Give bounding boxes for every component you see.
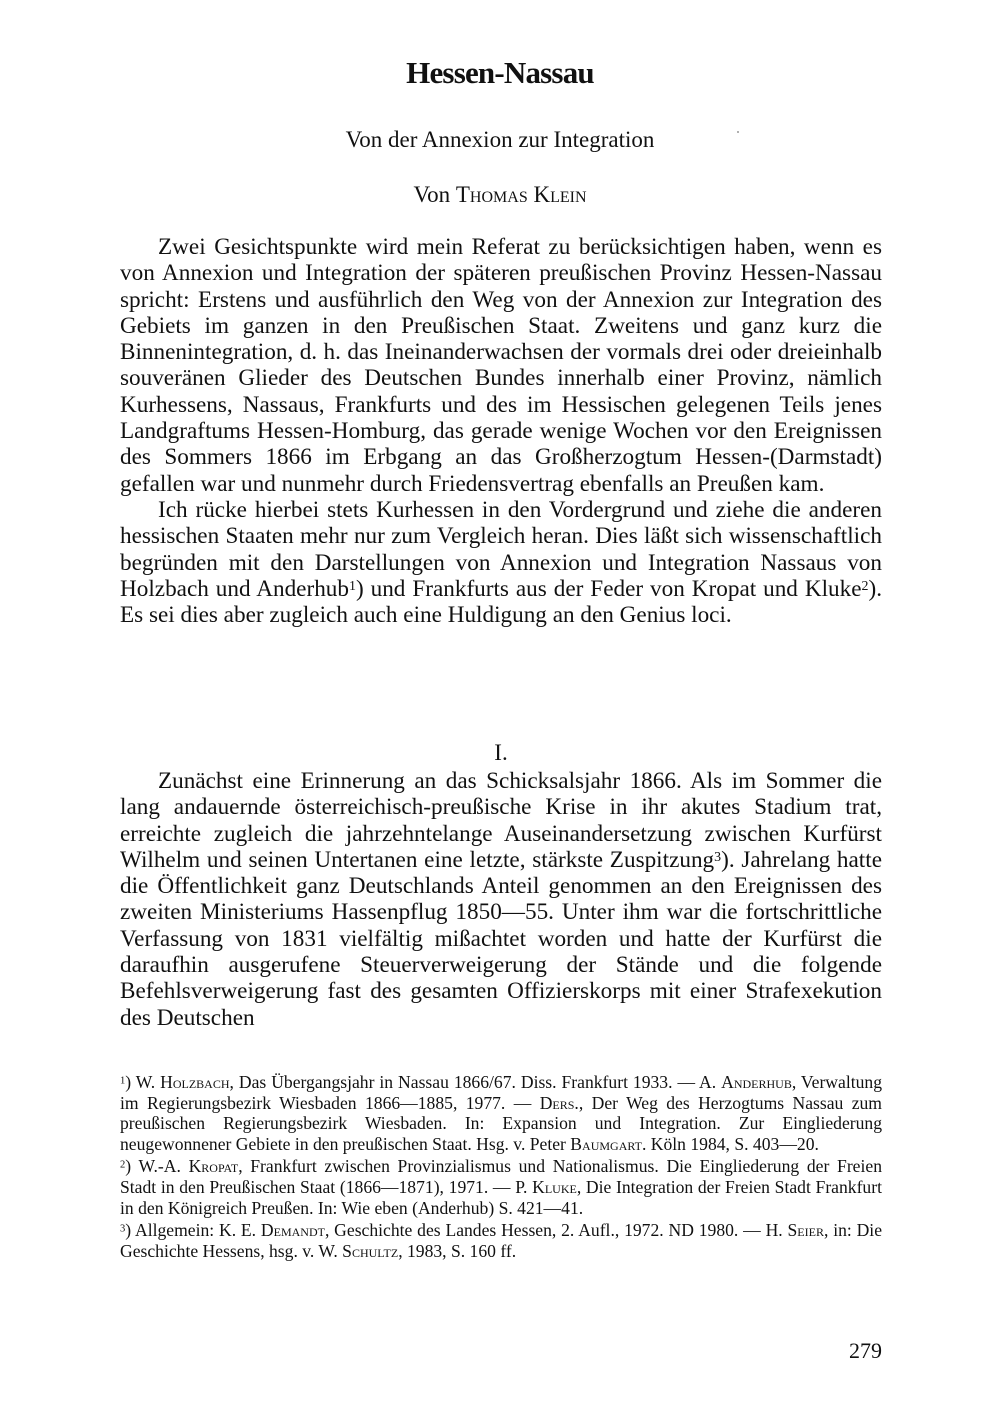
footnote-ref-1: 1	[348, 578, 356, 594]
footnote-marker: 3	[120, 1223, 126, 1235]
intro-paragraph-2	[120, 497, 882, 628]
text-run: ). Jahrelang hatte die Öffentlichkeit ganz Deutschlands Anteil genommen an den Ereignissen des zweiten Ministeriums Hassenpflug 1850—55. Unter ihm war die fortschrittliche Verfassung von 1831 vielfältig mißachtet worden und hatte der Kurfürst die daraufhin ausgerufene Steuerverweigerung der Stände und die folgende Befehlsverweigerung fast des gesamten Offizierskorps mit einer Strafexekution des Deutschen	[120, 846, 882, 1031]
author-surname: Kropat	[188, 1156, 239, 1177]
text-run: , 1983, S. 160 ff.	[398, 1240, 517, 1261]
footnotes	[120, 1072, 882, 1263]
text-run: , Das Übergangsjahr in Nassau 1866/67. Diss. Frankfurt 1933. — A.	[229, 1072, 722, 1092]
text-run: ) W.-A.	[125, 1156, 189, 1177]
intro-paragraph-1: Zwei Gesichtspunkte wird mein Referat zu berücksichtigen haben, wenn es von Annexion und Integration der späteren preußischen Provinz Hessen-Nassau spricht: Erstens und ausführlich den Weg von der Annexion zur Integration des Gebiets im ganzen in den Preußischen Staat. Zweitens und ganz kurz die Binnenintegration, d. h. das Ineinanderwachsen der vormals drei oder dreieinhalb souveränen Glieder des Deutschen Bundes innerhalb einer Provinz, nämlich Kurhessens, Nassaus, Frankfurts und des im Hessischen gelegenen Teils jenes Landgraftums Hessen-Homburg, das gerade wenige Wochen vor den Ereignissen des Sommers 1866 im Erbgang an das Großherzogtum Hessen-(Darmstadt) gefallen war und nunmehr durch Friedensvertrag ebenfalls an Preußen kam.	[120, 234, 882, 497]
section-1-paragraph-1	[120, 768, 882, 1031]
author-surname: Baumgart	[570, 1133, 642, 1154]
footnote-marker: 2	[120, 1159, 126, 1171]
text-run: , Die Integration der Freien Stadt Frankfurt in den Königreich Preußen. In: Wie eben (Anderhub) S. 421—41.	[120, 1176, 882, 1218]
text-run: Zunächst eine Erinnerung an das Schicksalsjahr 1866. Als im Sommer die lang andauernde österreichisch-preußische Krise in ihr akutes Stadium trat, erreichte zugleich die jahrzehntelange Auseinandersetzung zwischen Kurfürst Wilhelm und seinen Untertanen eine letzte, stärkste Zuspitzung	[120, 768, 882, 873]
author-surname: Holzbach	[160, 1072, 230, 1092]
text-run: ) Allgemein: K. E.	[125, 1220, 261, 1241]
text-run: , Frankfurt zwischen Provinzialismus und Nationalismus. Die Eingliederung der Freien Stadt in den Preußischen Staat (1866—1871), 1971. — P.	[120, 1156, 882, 1197]
page-subtitle: Von der Annexion zur Integration	[345, 127, 655, 152]
text-run: . Köln 1984, S. 403—20.	[641, 1133, 819, 1154]
text-run: ) und Frankfurts aus der Feder von Kropat und Kluke	[355, 575, 862, 602]
author-surname: Kluke	[532, 1176, 577, 1197]
text-run: , Verwaltung im Regierungsbezirk Wiesbaden 1866—1885, 1977. —	[120, 1072, 882, 1113]
text-run: ) W.	[125, 1072, 161, 1092]
page-title: Hessen-Nassau	[406, 55, 594, 90]
section-heading: I.	[494, 740, 508, 765]
author-name: Thomas Klein	[455, 182, 587, 207]
footnote-ref-2: 2	[861, 578, 869, 594]
author-surname: Ders.	[539, 1092, 579, 1113]
footnote-3	[120, 1220, 882, 1261]
author-surname: Seier	[787, 1220, 824, 1241]
footnote-2	[120, 1156, 882, 1218]
text-run: ). Es sei dies aber zugleich auch eine Huldigung an den Genius loci.	[120, 575, 883, 629]
text-run: , Geschichte des Landes Hessen, 2. Aufl., 1972. ND 1980. — H.	[324, 1220, 788, 1241]
author-surname: Schultz	[342, 1240, 399, 1261]
page-number: 279	[849, 1338, 882, 1363]
footnote-marker: 1	[120, 1075, 126, 1087]
footnote-ref-3: 3	[714, 849, 722, 865]
footnote-1	[120, 1072, 882, 1154]
text-run: Ich rücke hierbei stets Kurhessen in den Vordergrund und ziehe die anderen hessischen Staaten mehr nur zum Vergleich heran. Dies läßt sich wissenschaftlich begründen mit den Darstellungen von Annexion und Integration Nassaus von Holzbach und Anderhub	[120, 496, 882, 602]
author-prefix: Von	[413, 182, 456, 207]
intro-text	[120, 234, 882, 628]
section-1-text	[120, 768, 882, 1031]
author-surname: Anderhub	[721, 1072, 792, 1092]
author-line	[0, 182, 1000, 208]
author-surname: Demandt	[260, 1220, 325, 1241]
text-run: , Der Weg des Herzogtums Nassau zum preußischen Regierungsbezirk Wiesbaden. In: Expansion und Integration. Zur Eingliederung neugewonnener Gebiete in den preußischen Staat. Hsg. v. Peter	[120, 1092, 882, 1154]
text-run: , in: Die Geschichte Hessens, hsg. v. W.	[120, 1220, 883, 1261]
